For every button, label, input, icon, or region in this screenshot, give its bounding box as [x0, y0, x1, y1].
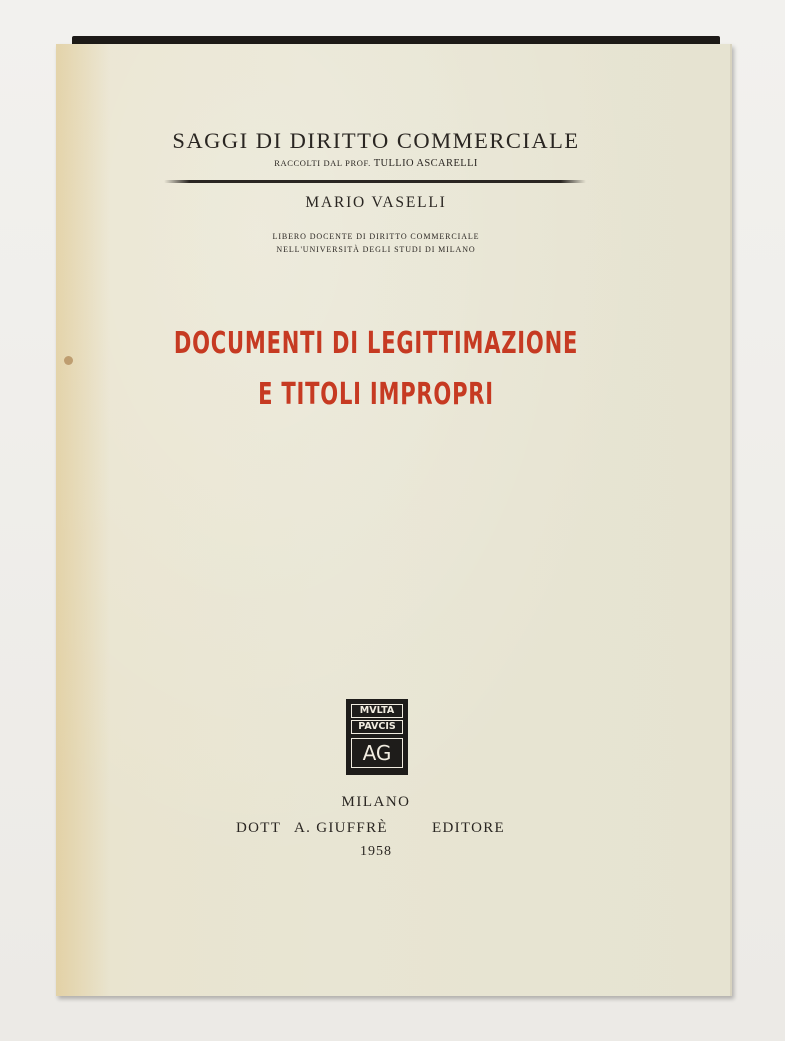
stain-dot [64, 356, 73, 365]
series-sub-prefix: RACCOLTI DAL PROF. [274, 158, 371, 168]
author-affiliation-line2: NELL'UNIVERSITÀ DEGLI STUDI DI MILANO [276, 245, 476, 254]
logo-text-line2: PAVCIS [351, 720, 403, 734]
publisher-prefix: DOTT [236, 820, 282, 836]
book-cover [56, 44, 732, 996]
divider-rule [164, 180, 586, 183]
series-title: SAGGI DI DIRITTO COMMERCIALE [172, 128, 580, 153]
author-name: MARIO VASELLI [305, 194, 447, 211]
series-subtitle [56, 158, 696, 169]
author-affiliation-line1: LIBERO DOCENTE DI DIRITTO COMMERCIALE [272, 232, 480, 241]
publisher-logo [346, 699, 408, 775]
publication-year: 1958 [360, 844, 392, 859]
logo-text-line1: MVLTA [351, 704, 403, 718]
book-title-line2: E TITOLI IMPROPRI [258, 377, 494, 412]
logo-monogram: AG [351, 738, 403, 768]
book-title-line1: DOCUMENTI DI LEGITTIMAZIONE [173, 326, 579, 361]
publication-city: MILANO [341, 794, 411, 810]
publisher-suffix: EDITORE [432, 820, 505, 836]
series-editor: TULLIO ASCARELLI [373, 158, 478, 169]
publisher-name: A. GIUFFRÈ [294, 820, 388, 836]
